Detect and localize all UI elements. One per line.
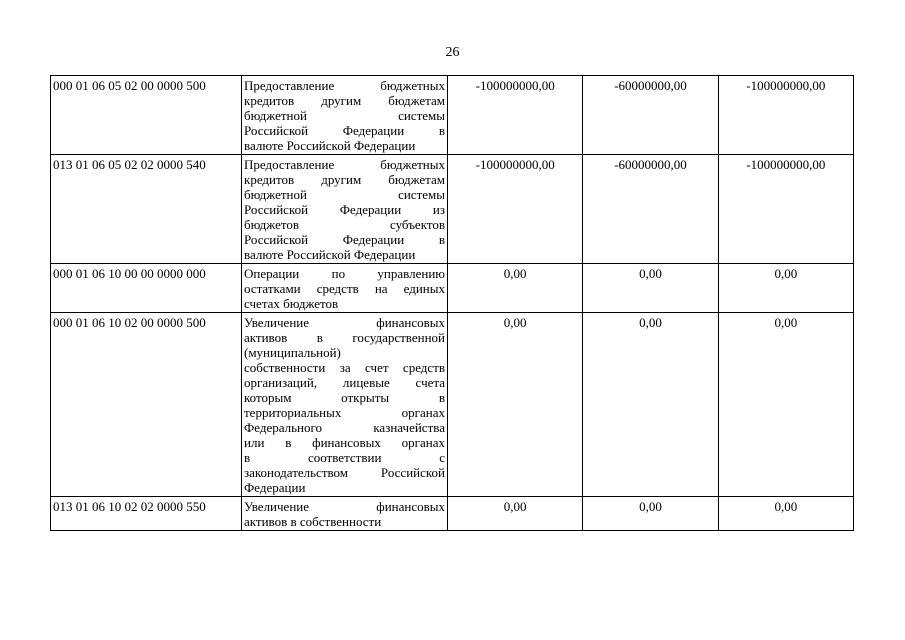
page-number: 26 <box>445 45 460 60</box>
item-name-line: Предоставление бюджетных <box>244 157 445 172</box>
item-name-line: бюджетной системы <box>244 187 445 202</box>
item-name-line: Российской Федерации в <box>244 232 445 247</box>
amount-cell-year-2: -60000000,00 <box>583 76 718 155</box>
amount-cell-year-2: 0,00 <box>583 264 718 313</box>
amount-cell-year-1: 0,00 <box>448 264 583 313</box>
table-row <box>51 313 854 497</box>
item-name-line: остатками средств на единых <box>244 281 445 296</box>
amount-cell-year-1: 0,00 <box>448 313 583 497</box>
table-row <box>51 155 854 264</box>
table-body <box>51 76 854 531</box>
item-name-line: валюте Российской Федерации <box>244 247 416 262</box>
item-name-cell <box>242 155 448 264</box>
amount-cell-year-3: -100000000,00 <box>718 76 853 155</box>
item-name-cell <box>242 76 448 155</box>
amount-cell-year-3: 0,00 <box>718 497 853 531</box>
item-name-line: Российской Федерации из <box>244 202 445 217</box>
amount-cell-year-1: 0,00 <box>448 497 583 531</box>
item-name-line: собственности за счет средств <box>244 360 445 375</box>
item-name-line: кредитов другим бюджетам <box>244 93 445 108</box>
item-name-line: активов в государственной <box>244 330 445 345</box>
amount-cell-year-2: -60000000,00 <box>583 155 718 264</box>
budget-code-cell: 000 01 06 05 02 00 0000 500 <box>51 76 242 155</box>
amount-cell-year-2: 0,00 <box>583 313 718 497</box>
table-row <box>51 497 854 531</box>
amount-cell-year-2: 0,00 <box>583 497 718 531</box>
item-name-line: бюджетной системы <box>244 108 445 123</box>
table-row <box>51 264 854 313</box>
item-name-line: Федерального казначейства <box>244 420 445 435</box>
amount-cell-year-3: -100000000,00 <box>718 155 853 264</box>
table-row <box>51 76 854 155</box>
amount-cell-year-1: -100000000,00 <box>448 76 583 155</box>
item-name-line: Увеличение финансовых <box>244 315 445 330</box>
budget-sources-table <box>50 75 854 531</box>
item-name-line: Увеличение финансовых <box>244 499 445 514</box>
item-name-line: счетах бюджетов <box>244 296 339 311</box>
item-name-line: территориальных органах <box>244 405 445 420</box>
budget-code-cell: 013 01 06 10 02 02 0000 550 <box>51 497 242 531</box>
budget-code-cell: 000 01 06 10 00 00 0000 000 <box>51 264 242 313</box>
item-name-line: Федерации <box>244 480 306 495</box>
amount-cell-year-3: 0,00 <box>718 313 853 497</box>
amount-cell-year-1: -100000000,00 <box>448 155 583 264</box>
item-name-cell <box>242 497 448 531</box>
item-name-cell <box>242 313 448 497</box>
item-name-line: Российской Федерации в <box>244 123 445 138</box>
item-name-line: активов в собственности <box>244 514 382 529</box>
item-name-cell <box>242 264 448 313</box>
item-name-line: Операции по управлению <box>244 266 445 281</box>
budget-code-cell: 013 01 06 05 02 02 0000 540 <box>51 155 242 264</box>
item-name-line: в соответствии с <box>244 450 445 465</box>
item-name-line: которым открыты в <box>244 390 445 405</box>
item-name-line: организаций, лицевые счета <box>244 375 445 390</box>
item-name-line: (муниципальной) <box>244 345 341 360</box>
amount-cell-year-3: 0,00 <box>718 264 853 313</box>
item-name-line: законодательством Российской <box>244 465 445 480</box>
item-name-line: Предоставление бюджетных <box>244 78 445 93</box>
item-name-line: или в финансовых органах <box>244 435 445 450</box>
item-name-line: валюте Российской Федерации <box>244 138 416 153</box>
item-name-line: кредитов другим бюджетам <box>244 172 445 187</box>
item-name-line: бюджетов субъектов <box>244 217 445 232</box>
budget-code-cell: 000 01 06 10 02 00 0000 500 <box>51 313 242 497</box>
